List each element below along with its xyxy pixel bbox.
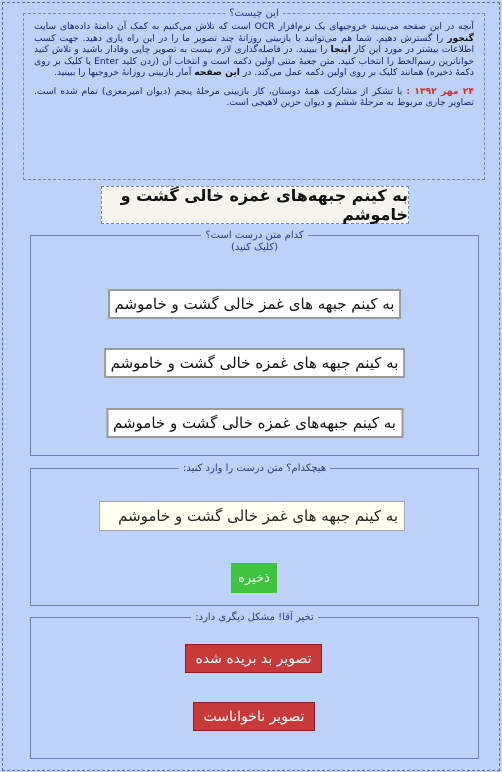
other-problem-legend: تخیر آقا! مشکل دیگری دارد: [195, 612, 314, 623]
info-text-2: را گسترش دهیم. شما هم می‌توانید با بازبینی روزانهٔ چند تصویر ما را در این راه یاری دهید. جهت کسب اطلاعات بیشتر در مورد این کار [34, 32, 474, 55]
option-button-2[interactable]: به کینم جبهه های غمزه خالی گشت و خاموشم [104, 348, 406, 378]
choose-section [30, 230, 479, 456]
option-button-1[interactable]: به کینم جبهه های غمز خالی گشت و خاموشم [108, 289, 402, 319]
option-button-3[interactable]: به کینم جبهه‌های غمزه خالی گشت و خاموشم [106, 408, 403, 438]
other-problem-section [30, 612, 479, 759]
info-paragraph [34, 21, 474, 79]
choose-legend: کدام متن درست است؟ [205, 230, 304, 241]
page-frame [2, 2, 500, 771]
ocr-image-text: به کینم جبهه‌های غمزه خالی گشت و خاموشم [101, 186, 409, 224]
info-text-3: را ببینید. در فاصله‌گذاری لازم نیست به تصویر چاپی وفادار باشید و تلاش کنید خوانا‌ترین رسم‌الخط را انتخاب کنید. متن جعبهٔ متنی اولین دکمه است و انتخاب آن (زدن کلید Enter یا کلیک بر روی دکمهٔ ذخیره) همانند کلیک بر روی اولین دکمه عمل می‌کند. در [34, 44, 474, 78]
news-text: با تشکر از مشارکت همهٔ دوستان، کار بازبینی مرحلهٔ پنجم (دیوان امیرمعزی) تمام شده است. تصاویر جاری مربوط به مرحلهٔ ششم و دیوان حزین لاهیجی است. [34, 85, 474, 108]
unreadable-button[interactable]: تصویر ناخواناست [193, 702, 315, 731]
click-hint: (کلیک کنید) [230, 242, 279, 253]
news-date: ۲۴ مهر ۱۳۹۲ : [406, 85, 474, 97]
info-legend: این چیست؟ [229, 8, 279, 19]
info-body [24, 19, 484, 109]
correct-text-input[interactable] [99, 501, 405, 531]
stats-page-link[interactable]: این صفحه [194, 67, 240, 78]
news-paragraph [34, 86, 474, 109]
info-text-4: آمار بازبینی روزانهٔ خروجیها را ببینید. [54, 67, 195, 78]
bad-crop-button[interactable]: تصویر بد بریده شده [185, 644, 322, 673]
info-text-1: آنچه در این صفحه می‌بینید خروجیهای یک نرم‌افزار OCR است که تلاش می‌کنیم به کمک آن دامنهٔ داده‌های سایت [34, 21, 474, 32]
manual-entry-section [30, 463, 479, 606]
manual-entry-legend: هیچکدام؟ متن درست را وارد کنید: [182, 463, 327, 474]
ganjoor-link[interactable]: گنجور [447, 32, 474, 44]
here-link[interactable]: اینجا [330, 44, 351, 55]
save-button[interactable]: ذخیره [231, 563, 277, 593]
info-section [23, 8, 485, 180]
